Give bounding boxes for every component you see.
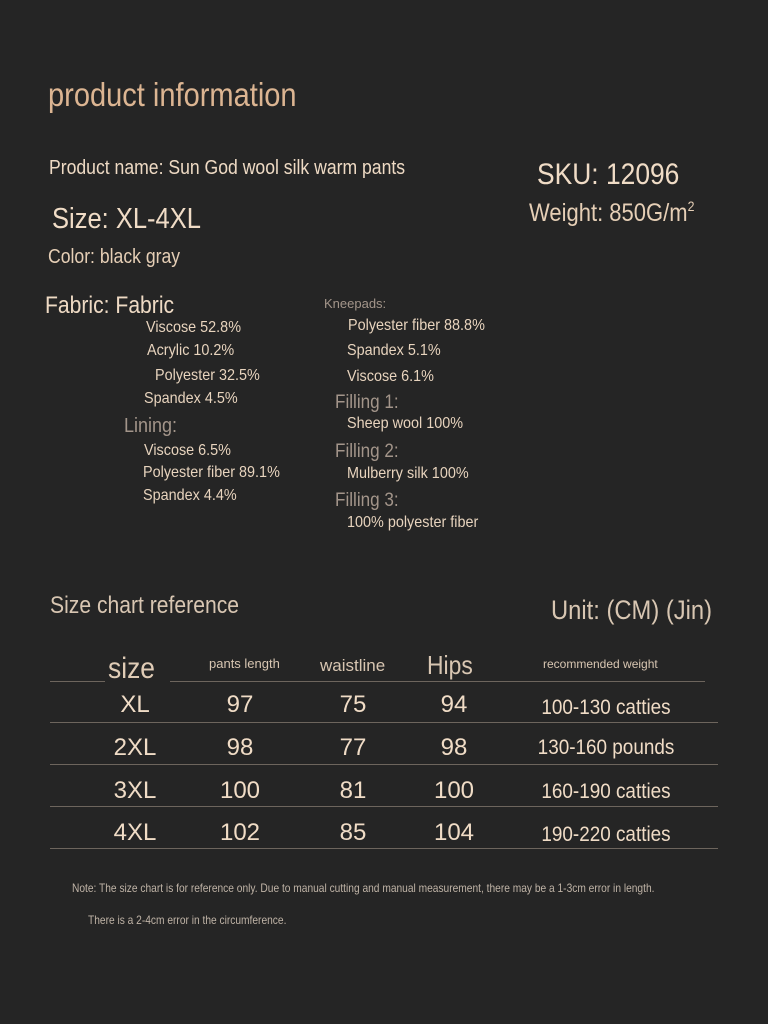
size-range: Size: XL-4XL (52, 203, 201, 235)
table-cell-pants-length: 102 (219, 819, 261, 846)
table-cell-size: 2XL (113, 734, 157, 761)
table-divider (50, 848, 718, 849)
table-cell-hips: 94 (440, 691, 468, 718)
table-cell-size: XL (120, 691, 150, 718)
table-cell-hips: 98 (440, 734, 468, 761)
filling2-heading: Filling 2: (335, 441, 399, 462)
table-cell-recommended-weight: 160-190 catties (541, 780, 671, 803)
table-cell-waistline: 81 (339, 777, 367, 804)
column-header-recommended-weight: recommended weight (543, 657, 658, 671)
table-divider (50, 764, 718, 765)
table-cell-recommended-weight: 190-220 catties (541, 823, 671, 846)
filling1-item: Sheep wool 100% (347, 415, 464, 432)
note-line-1: Note: The size chart is for reference only. Due to manual cutting and manual measurement, there may be a 1-3cm error in length. (72, 881, 655, 895)
filling2-item: Mulberry silk 100% (347, 465, 469, 482)
table-cell-pants-length: 100 (219, 777, 261, 804)
table-cell-size: 4XL (113, 819, 157, 846)
fabric-item: Polyester 32.5% (155, 367, 260, 384)
table-cell-pants-length: 97 (226, 691, 254, 718)
kneepads-item: Polyester fiber 88.8% (348, 317, 485, 334)
product-name: Product name: Sun God wool silk warm pants (49, 157, 406, 179)
fabric-item: Spandex 4.5% (144, 390, 238, 407)
fabric-heading: Fabric: Fabric (45, 292, 175, 319)
table-divider (50, 681, 105, 682)
table-cell-waistline: 75 (339, 691, 367, 718)
filling3-heading: Filling 3: (335, 490, 399, 511)
table-cell-hips: 100 (433, 777, 475, 804)
sku: SKU: 12096 (537, 158, 680, 191)
column-header-waistline: waistline (320, 656, 386, 675)
filling3-item: 100% polyester fiber (347, 514, 479, 531)
kneepads-heading: Kneepads: (324, 296, 387, 311)
table-cell-hips: 104 (433, 819, 475, 846)
unit-label: Unit: (CM) (Jin) (551, 595, 713, 625)
lining-item: Viscose 6.5% (144, 442, 231, 459)
table-cell-pants-length: 98 (226, 734, 254, 761)
weight-superscript: 2 (687, 198, 695, 214)
column-header-hips: Hips (427, 650, 473, 680)
table-divider (50, 806, 718, 807)
table-cell-waistline: 77 (339, 734, 367, 761)
lining-heading: Lining: (124, 415, 178, 437)
lining-item: Spandex 4.4% (143, 487, 237, 504)
page-title: product information (48, 76, 297, 113)
fabric-item: Viscose 52.8% (146, 319, 241, 336)
table-cell-recommended-weight: 130-160 pounds (537, 736, 675, 759)
kneepads-item: Viscose 6.1% (347, 368, 434, 385)
kneepads-item: Spandex 5.1% (347, 342, 441, 359)
size-chart-heading: Size chart reference (50, 592, 240, 619)
fabric-item: Acrylic 10.2% (147, 342, 235, 359)
fabric-weight (529, 198, 694, 228)
color-info: Color: black gray (48, 246, 181, 268)
table-cell-recommended-weight: 100-130 catties (541, 696, 671, 719)
weight-text: Weight: 850G/m (529, 199, 688, 227)
column-header-size: size (108, 652, 155, 685)
note-line-2: There is a 2-4cm error in the circumference. (88, 913, 287, 927)
table-cell-waistline: 85 (339, 819, 367, 846)
table-divider (50, 722, 718, 723)
table-divider (170, 681, 705, 682)
column-header-pants-length: pants length (209, 656, 280, 671)
table-cell-size: 3XL (113, 777, 157, 804)
lining-item: Polyester fiber 89.1% (143, 464, 280, 481)
filling1-heading: Filling 1: (335, 392, 399, 413)
